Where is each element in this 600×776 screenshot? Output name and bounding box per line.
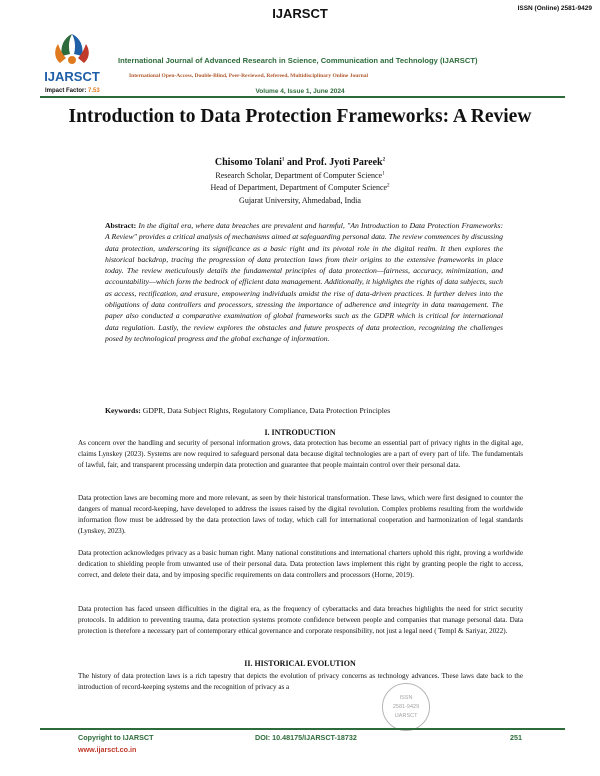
impact-value: 7.53 (88, 88, 100, 94)
journal-abbreviation: IJARSCT (272, 6, 328, 21)
keywords-text: GDPR, Data Subject Rights, Regulatory Compliance, Data Protection Principles (142, 406, 391, 415)
author-line (0, 157, 600, 168)
author-join: and (284, 157, 306, 168)
page-number: 251 (510, 733, 522, 742)
doi-label: DOI: 10.48175/IJARSCT-18732 (255, 733, 357, 742)
copyright-notice: Copyright to IJARSCT (78, 733, 154, 742)
volume-issue: Volume 4, Issue 1, June 2024 (255, 88, 345, 95)
keywords (105, 406, 525, 415)
svg-text:2581-9429: 2581-9429 (392, 704, 420, 710)
paragraph: Data protection laws are becoming more and more relevant, as seen by their historical transformation. These laws, which were first designed to counter the dangers of manual record-keeping, have developed to address the issues raised by the digital revolution. Complex problems resulting from the worldwide information flow must be addressed by the data protection laws of today, which call for international cooperation and harmonization of legal standards (Lynskey, 2023). (78, 494, 523, 535)
footer-divider (40, 728, 565, 730)
section-heading: I. INTRODUCTION (264, 428, 336, 437)
logo-text: IJARSCT (44, 69, 100, 84)
affiliation: Head of Department, Department of Computer Science$^2$ (210, 183, 390, 192)
journal-logo (34, 30, 110, 85)
issn-label: ISSN (Online) 2581-9429 (517, 5, 592, 12)
abstract-label: Abstract: (105, 221, 137, 230)
affiliation: Gujarat University, Ahmedabad, India (239, 196, 361, 205)
abstract-text: In the digital era, where data breaches are prevalent and harmful, "An Introduction to Data Protection Frameworks: A Review" provides a critical analysis of mechanisms aimed at safeguarding personal data. The review commences by discussing data protection, underscoring its significance as a basic right and its pivotal role in the digital realm. It then explores the historical backdrop, tracing the progression of data protection laws from their origins to the extensive frameworks in place today. The review meticulously details the fundamental principles of data protection—fairness, accuracy, minimization, and accountability—which form the bedrock of efficient data management. Additionally, it highlights the rights of data subjects, such as access, rectification, and erasure, empowering individuals amidst the rise of data-driven practices. It further delves into the obligations of data controllers and processors, stressing the importance of adherence and integrity in data management. The paper also conducted a comparative examination of global frameworks such as the GDPR which is critical for international data regulation. Lastly, the review explores the obstacles and future prospects of data protection, recognizing the challenges posed by technological progress and the global exchange of information. (105, 221, 504, 343)
author-sup: 1 (281, 157, 285, 163)
author-name: Chisomo Tolani (214, 157, 282, 168)
logo-emblem-icon (55, 34, 89, 64)
author-sup: 2 (382, 157, 386, 163)
journal-subtitle: International Open-Access, Double-Blind, Peer-Reviewed, Refereed, Multidisciplinary Online Journal (129, 73, 369, 79)
paragraph: As concern over the handling and security of personal information grows, data protection has become an essential part of privacy rights in the digital age, claims Lynskey (2023). Systems are now required to safeguard personal data because digital technologies are a part of every part of life. The fundamentals of lawful, fair, and transparent processing underpin data protection and guarantee that people maintain control over their personal data. (78, 439, 523, 469)
journal-name: International Journal of Advanced Research in Science, Communication and Technology (IJARSCT) (118, 56, 478, 65)
journal-stamp (382, 683, 430, 731)
impact-label: Impact Factor: (45, 88, 87, 94)
abstract (105, 220, 503, 344)
section-heading: II. HISTORICAL EVOLUTION (244, 659, 356, 668)
paragraph: The history of data protection laws is a rich tapestry that depicts the evolution of privacy concerns as technology advances. These laws date back to the introduction of record-keeping systems and the recognition of privacy as a (78, 672, 523, 691)
paragraph: Data protection acknowledges privacy as a basic human right. Many national constitutions and international charters uphold this right, proving a worldwide dedication to shielding people from unwanted use of their personal data. Data protection laws implement this right by granting people the right to access, correct, and delete their data, and by imposing specific requirements on data controllers and processors (Horne, 2019). (78, 549, 523, 579)
header-divider (40, 96, 565, 98)
paragraph: Data protection has faced unseen difficulties in the digital era, as the frequency of cyberattacks and data breaches highlights the need for strict security protocols. In addition to preventing trauma, data protection systems promote confidence between people and companies that manage personal data. Data protection is therefore a necessary part of contemporary ethical governance and corporate responsibility, not just a legal need ( Templ & Sariyar, 2022). (78, 605, 523, 635)
paper-title: Introduction to Data Protection Frameworks: A Review (68, 106, 532, 127)
author-name: Prof. Jyoti Pareek (305, 157, 383, 168)
website-link[interactable]: www.ijarsct.co.in (78, 745, 137, 754)
keywords-label: Keywords: (105, 406, 141, 415)
affiliation: Research Scholar, Department of Computer Science$^1$ (215, 171, 385, 180)
svg-text:IJARSCT: IJARSCT (394, 713, 418, 719)
svg-text:ISSN: ISSN (399, 695, 413, 701)
